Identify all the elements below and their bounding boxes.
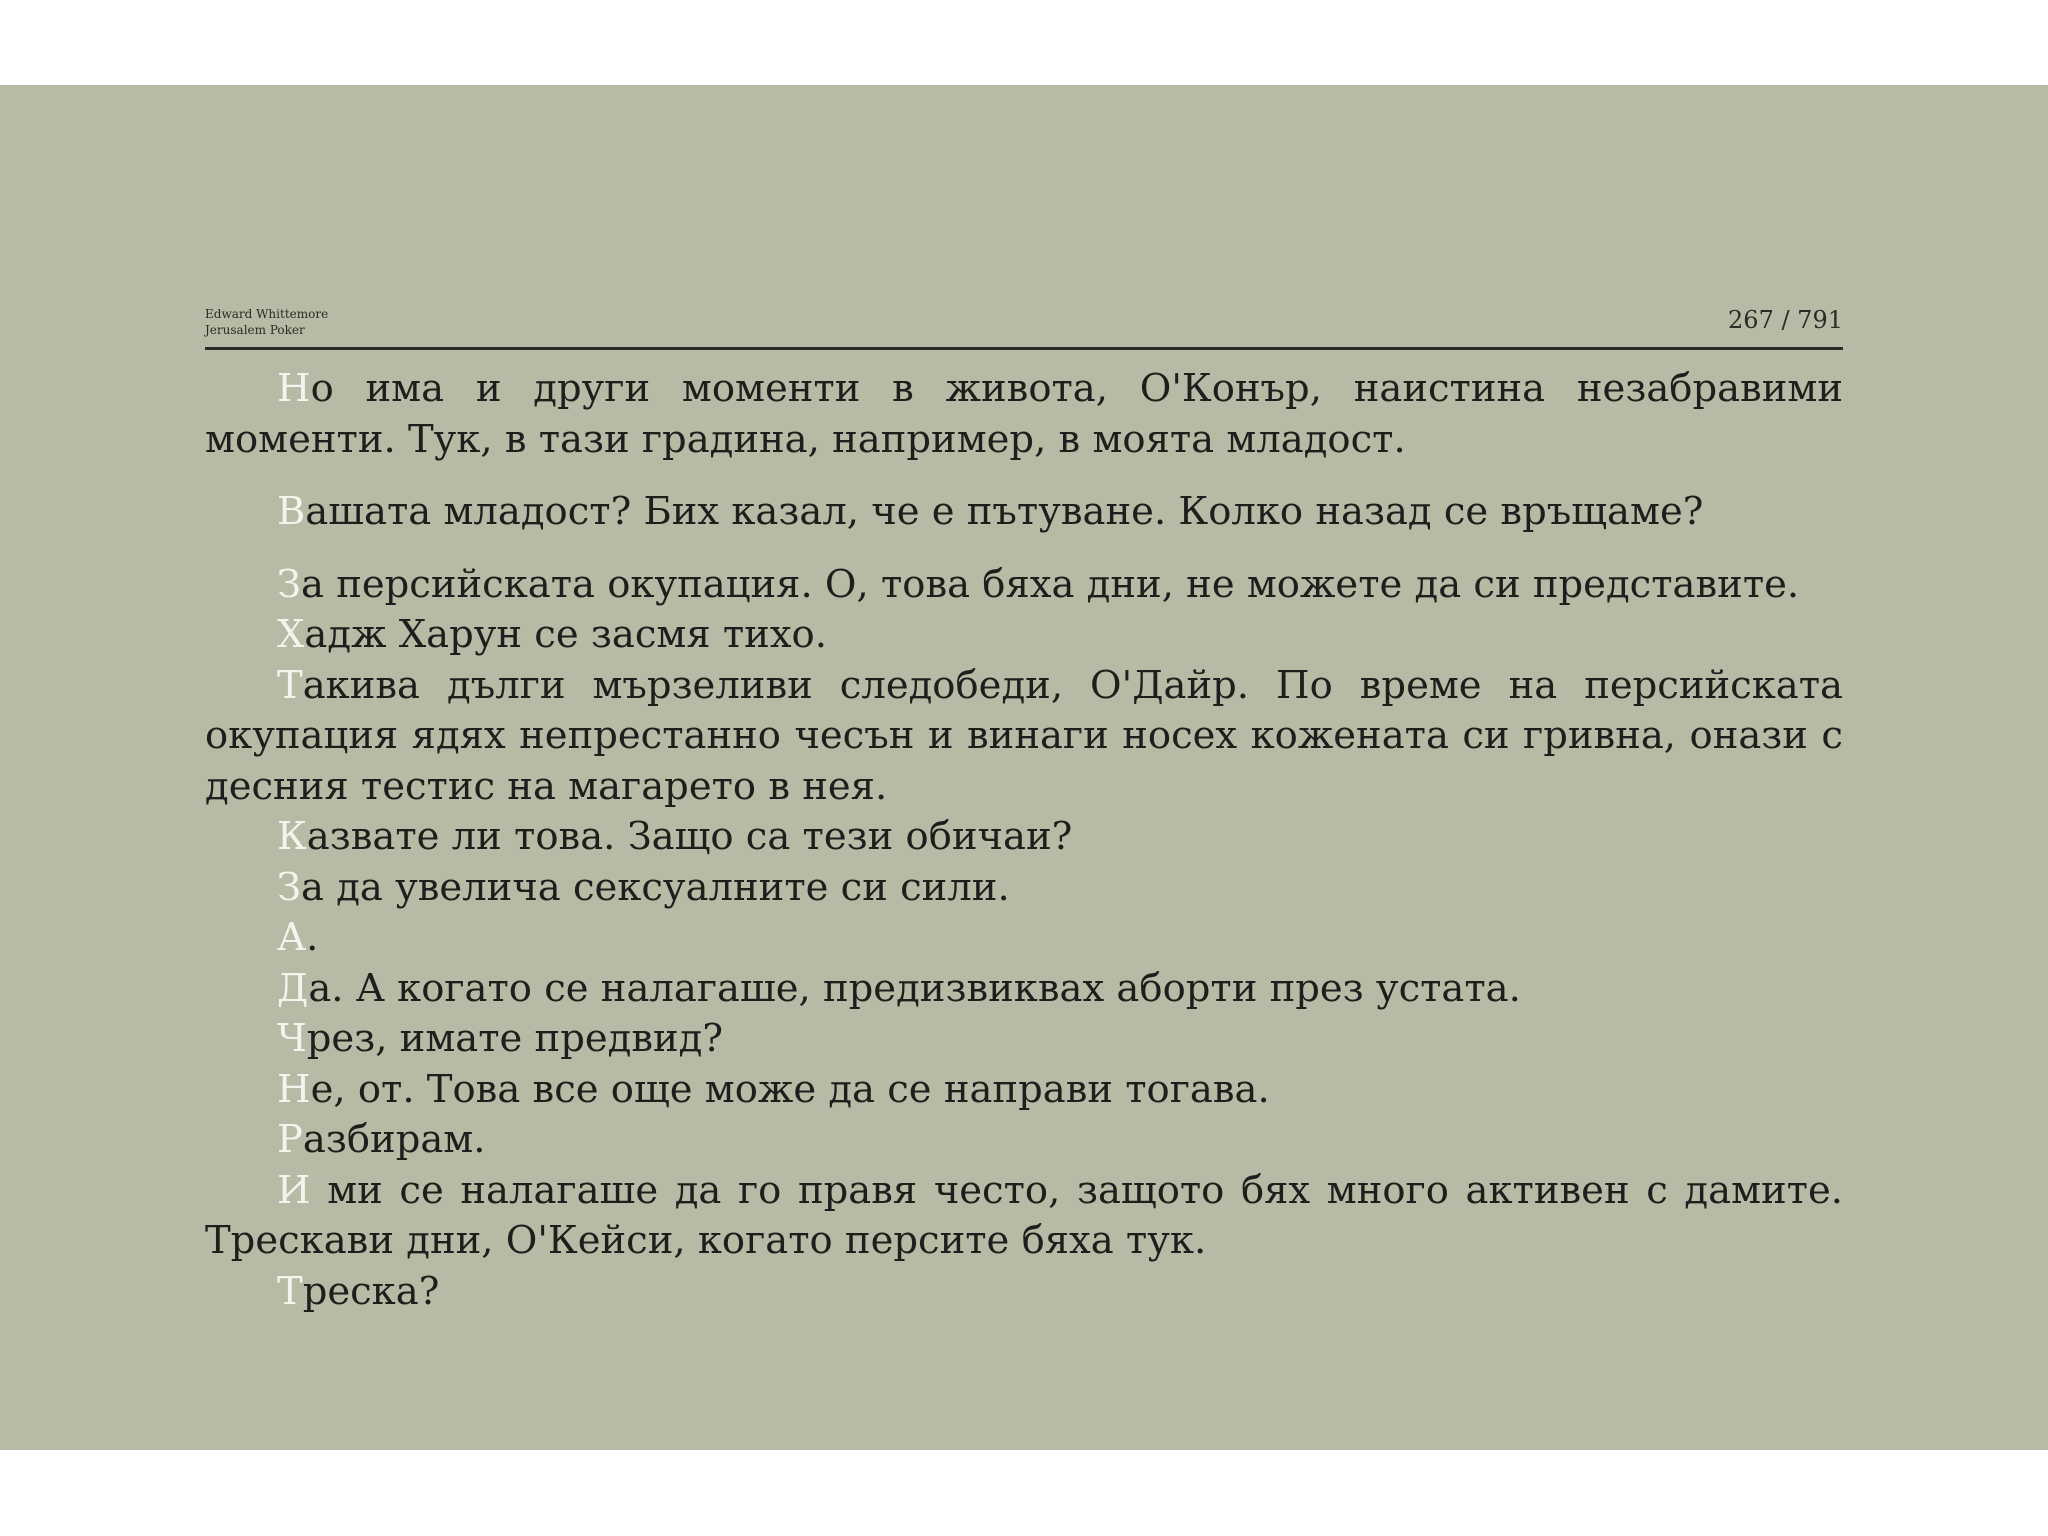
paragraph-text: ми се налагаше да го правя често, защото бях много активен с дамите. Трескави дни, О'Кейси, когато персите бяха тук. [205, 1167, 1843, 1263]
paragraph [205, 812, 1843, 863]
initial-letter: Р [277, 1117, 303, 1162]
initial-letter: Д [277, 965, 309, 1011]
paragraph-text: азбирам. [302, 1117, 486, 1162]
paragraph-text: а персийската окупация. О, това бяха дни, не можете да си представите. [301, 561, 1800, 607]
paragraph [205, 1065, 1843, 1116]
initial-letter: Н [277, 366, 311, 411]
initial-letter: Т [277, 1268, 303, 1314]
page-header [205, 221, 1843, 350]
paragraph-text: адж Харун се засмя тихо. [304, 612, 827, 657]
author-name: Edward Whittemore [205, 307, 329, 321]
paragraph [205, 364, 1843, 465]
reader-page[interactable] [0, 85, 2048, 1450]
paragraph [205, 964, 1843, 1015]
paragraph-text: акива дълги мързеливи следобеди, О'Дайр. По време на персийската окупация ядях непрестанно чесън и винаги носех кожената си гривна, онази с десния тестис на магарето в нея. [205, 662, 1843, 809]
paragraph-text: а. А когато се налагаше, предизвиквах аборти през устата. [308, 965, 1521, 1011]
initial-letter: А [277, 915, 307, 960]
initial-letter: Ч [277, 1016, 307, 1061]
initial-letter: И [277, 1167, 311, 1213]
paragraph [205, 863, 1843, 914]
paragraph-text: реска? [302, 1268, 440, 1314]
book-meta [205, 306, 328, 338]
paragraph-text: . [306, 915, 319, 960]
initial-letter: Н [277, 1066, 311, 1112]
book-title: Jerusalem Poker [205, 323, 305, 337]
paragraph [205, 913, 1843, 964]
paragraph-text: о има и други моменти в живота, О'Конър, наистина незабравими моменти. Тук, в тази градина, например, в моята младост. [205, 366, 1843, 462]
initial-letter: В [277, 489, 306, 534]
paragraph [205, 1014, 1843, 1065]
paragraph [205, 487, 1843, 538]
paragraph-text: азвате ли това. Защо са тези обичаи? [306, 814, 1073, 859]
initial-letter: З [277, 561, 301, 607]
paragraph [205, 1115, 1843, 1166]
initial-letter: З [277, 864, 301, 910]
paragraph-text: а да увелича сексуалните си сили. [301, 864, 1010, 910]
initial-letter: Т [277, 662, 303, 708]
paragraph-text: е, от. Това все още може да се направи тогава. [310, 1066, 1270, 1112]
paragraph [205, 1166, 1843, 1267]
initial-letter: Х [277, 612, 305, 657]
page-body-text [205, 364, 1843, 1317]
paragraph [205, 610, 1843, 661]
initial-letter: К [277, 814, 307, 859]
paragraph-text: ашата младост? Бих казал, че е пътуване. Колко назад се връщаме? [305, 489, 1704, 534]
page-indicator: 267 / 791 [1728, 306, 1843, 334]
paragraph [205, 560, 1843, 611]
paragraph-text: рез, имате предвид? [306, 1016, 724, 1061]
paragraph [205, 661, 1843, 813]
paragraph [205, 1267, 1843, 1318]
